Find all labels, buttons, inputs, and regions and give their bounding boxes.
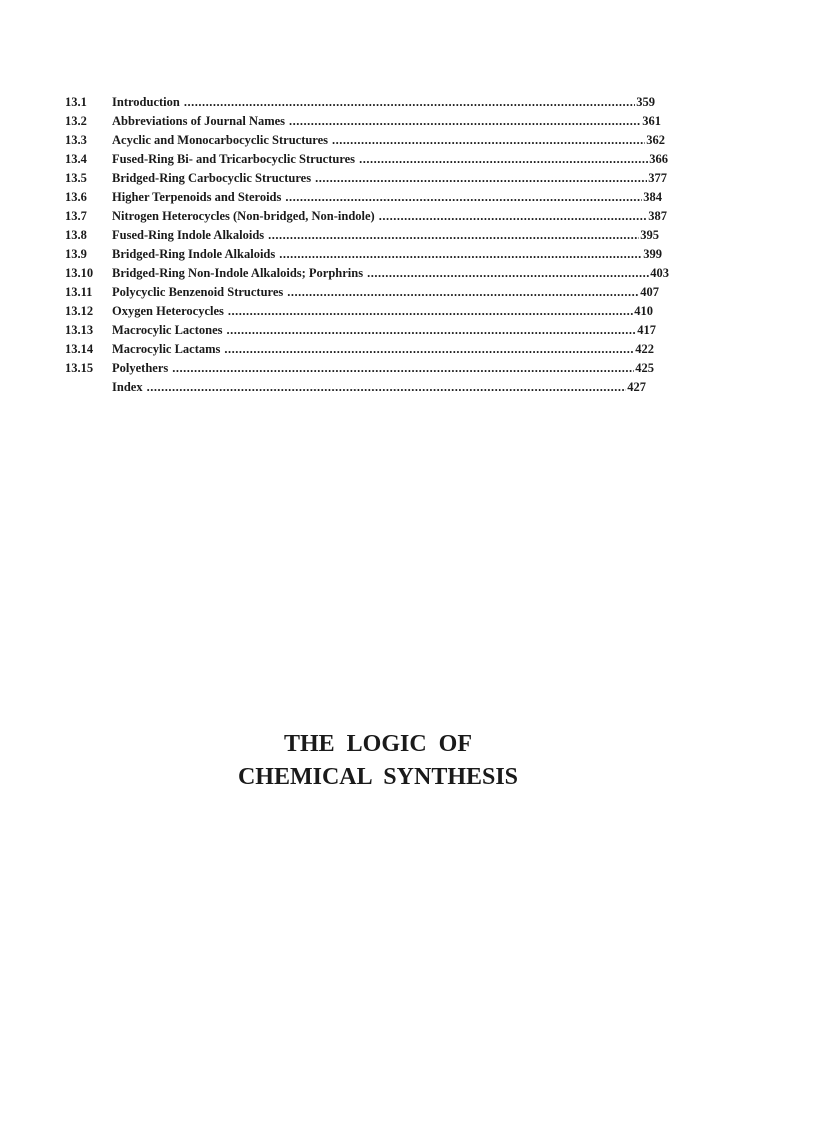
toc-entry-page: 366 (649, 152, 668, 166)
toc-entry-number: 13.14 (65, 342, 94, 356)
book-title-line-1: THE LOGIC OF (283, 731, 473, 757)
toc-entry[interactable] (65, 247, 662, 266)
toc-entry-page: 417 (637, 323, 656, 337)
toc-entry-title: Oxygen Heterocycles (112, 304, 224, 318)
toc-entry-page: 395 (640, 228, 659, 242)
toc-entry-title: Polycyclic Benzenoid Structures (112, 285, 284, 299)
toc-entry-number: 13.7 (65, 209, 87, 223)
toc-leader-dots (379, 209, 648, 224)
toc-entry[interactable] (65, 209, 667, 228)
book-title (0, 728, 756, 794)
toc-entry-title: Bridged-Ring Non-Indole Alkaloids; Porphrins (112, 266, 364, 280)
toc-entry-page: 403 (650, 266, 669, 280)
toc-entry-number: 13.2 (65, 114, 87, 128)
toc-leader-dots (279, 247, 642, 262)
toc-entry[interactable] (65, 114, 661, 133)
toc-leader-dots (367, 266, 649, 281)
toc-entry-title: Macrocylic Lactones (112, 323, 223, 337)
toc-entry-title: Index (112, 380, 143, 394)
toc-leader-dots (287, 285, 639, 300)
toc-leader-dots (227, 323, 637, 338)
toc-entry-title: Acyclic and Monocarbocyclic Structures (112, 133, 329, 147)
toc-entry-number: 13.1 (65, 95, 87, 109)
toc-entry[interactable] (65, 190, 662, 209)
toc-entry-number: 13.12 (65, 304, 94, 318)
toc-entry-page: 361 (642, 114, 661, 128)
table-of-contents (65, 95, 675, 399)
toc-entry-title: Bridged-Ring Carbocyclic Structures (112, 171, 312, 185)
toc-entry-title: Introduction (112, 95, 180, 109)
toc-leader-dots (172, 361, 634, 376)
toc-entry[interactable] (65, 171, 667, 190)
toc-leader-dots (285, 190, 642, 205)
toc-entry-number: 13.10 (65, 266, 94, 280)
toc-entry-number: 13.15 (65, 361, 94, 375)
toc-entry[interactable] (65, 133, 665, 152)
toc-leader-dots (289, 114, 641, 129)
toc-entry-number: 13.3 (65, 133, 87, 147)
toc-leader-dots (315, 171, 647, 186)
toc-entry-page: 384 (643, 190, 662, 204)
toc-entry-number: 13.6 (65, 190, 87, 204)
toc-entry[interactable] (65, 152, 668, 171)
toc-entry-page: 410 (634, 304, 653, 318)
toc-entry-title: Nitrogen Heterocycles (Non-bridged, Non-indole) (112, 209, 375, 223)
toc-leader-dots (268, 228, 639, 243)
toc-entry-page: 407 (640, 285, 659, 299)
toc-entry-page: 399 (643, 247, 662, 261)
toc-entry-number: 13.11 (65, 285, 93, 299)
toc-entry-page: 359 (636, 95, 655, 109)
toc-entry[interactable] (65, 285, 659, 304)
toc-entry-number: 13.9 (65, 247, 87, 261)
toc-entry[interactable] (65, 361, 654, 380)
toc-leader-dots (147, 380, 627, 395)
toc-entry[interactable] (65, 380, 646, 399)
toc-entry-title: Fused-Ring Bi- and Tricarbocyclic Structures (112, 152, 356, 166)
toc-entry-number: 13.8 (65, 228, 87, 242)
toc-entry-page: 425 (635, 361, 654, 375)
toc-entry-number: 13.4 (65, 152, 87, 166)
toc-entry-page: 387 (648, 209, 667, 223)
toc-entry-title: Fused-Ring Indole Alkaloids (112, 228, 265, 242)
toc-leader-dots (224, 342, 634, 357)
toc-leader-dots (184, 95, 635, 110)
toc-entry-page: 362 (646, 133, 665, 147)
toc-entry-page: 422 (635, 342, 654, 356)
toc-entry-number: 13.13 (65, 323, 94, 337)
toc-leader-dots (332, 133, 645, 148)
toc-entry-page: 377 (648, 171, 667, 185)
toc-entry[interactable] (65, 304, 653, 323)
toc-leader-dots (228, 304, 633, 319)
toc-entry[interactable] (65, 228, 659, 247)
toc-entry-title: Higher Terpenoids and Steroids (112, 190, 282, 204)
toc-entry[interactable] (65, 342, 654, 361)
toc-entry-number: 13.5 (65, 171, 87, 185)
toc-entry-title: Bridged-Ring Indole Alkaloids (112, 247, 276, 261)
book-title-line-2: CHEMICAL SYNTHESIS (237, 764, 519, 790)
toc-entry[interactable] (65, 95, 655, 114)
toc-entry[interactable] (65, 266, 669, 285)
toc-entry-title: Polyethers (112, 361, 169, 375)
toc-entry-title: Macrocylic Lactams (112, 342, 221, 356)
toc-entry[interactable] (65, 323, 656, 342)
toc-entry-page: 427 (627, 380, 646, 394)
toc-entry-title: Abbreviations of Journal Names (112, 114, 286, 128)
toc-leader-dots (359, 152, 648, 167)
